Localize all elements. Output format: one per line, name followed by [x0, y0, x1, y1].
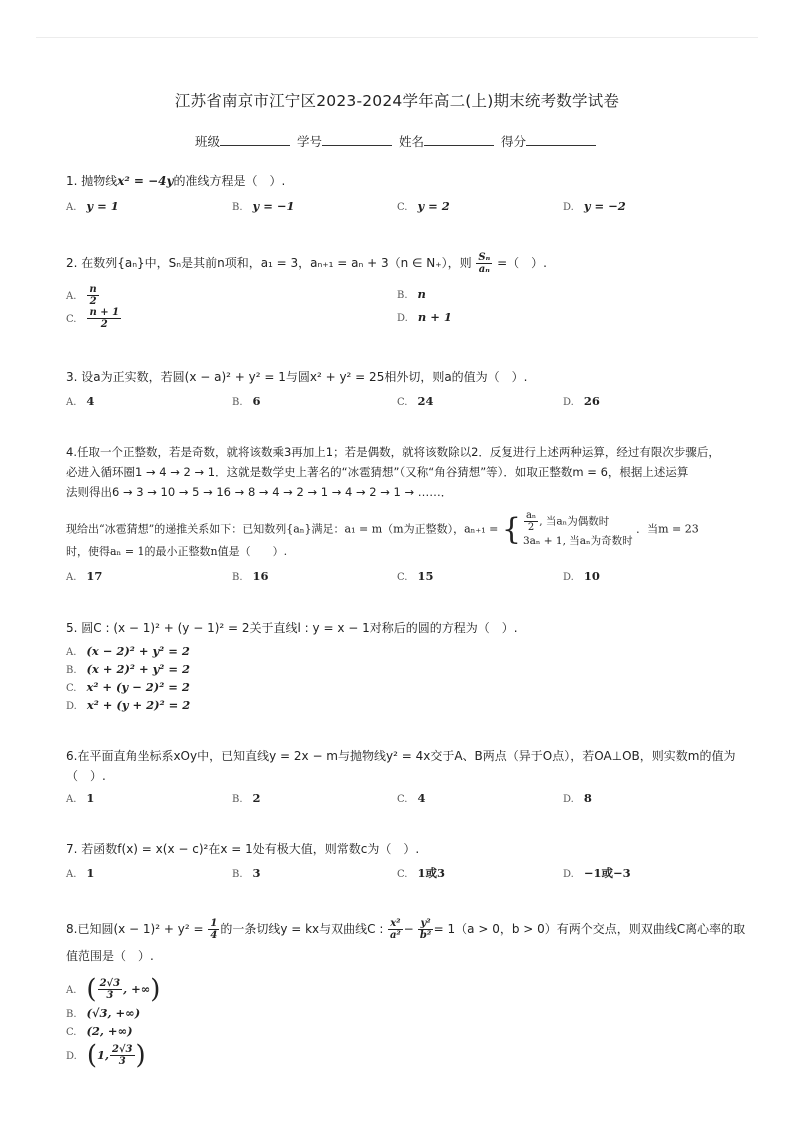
question-text: 已知圆(x − 1)² + y² = — [77, 922, 204, 936]
question-4 — [66, 442, 736, 502]
score-field — [526, 133, 596, 146]
question-text: 若函数f(x) = x(x − c)²在x = 1处有极大值，则常数c为（ ）. — [81, 842, 420, 856]
q6-option-d: D. 8 — [563, 791, 592, 805]
q8-option-d: D. (1, $\frac{2√3}{3}$ ) — [66, 1040, 146, 1071]
question-text: 圆C : (x − 1)² + (y − 1)² = 2关于直线l : y = x − 1对称后的圆的方程为（ ）. — [81, 621, 518, 635]
q3-option-d: D. 26 — [563, 394, 600, 408]
q1-option-c: C. y = 2 — [397, 199, 450, 213]
q8-option-c: C. (2, +∞) — [66, 1024, 133, 1038]
q1-option-d: D. y = −2 — [563, 199, 626, 213]
q5-option-b: B. (x + 2)² + y² = 2 — [66, 662, 190, 676]
question-number: 5. — [66, 621, 78, 635]
q5-option-c: C. x² + (y − 2)² = 2 — [66, 680, 190, 694]
question-1 — [66, 171, 732, 191]
question-number: 2. — [66, 256, 78, 270]
q4-option-d: D. 10 — [563, 569, 600, 583]
q1-option-a: A. y = 1 — [66, 199, 119, 213]
question-number: 8. — [66, 922, 78, 936]
question-4-ask: 时，使得aₙ = 1的最小正整数n值是（ ）. — [66, 545, 288, 558]
q7-option-c: C. 1或3 — [397, 866, 445, 880]
question-8: 8.已知圆(x − 1)² + y² = $\frac{1}{4}$ 的一条切线y = kx与双曲线C : $\frac{\text{x²}}{\text{a²}}$ − $\frac{\text{y²}}{\text{b²}}$ = 1（a > 0，b > 0）有两个交点，则双曲线C离心率的取 — [66, 918, 746, 941]
q3-option-a: A. 4 — [66, 394, 95, 408]
question-text: 在数列{aₙ}中，Sₙ是其前n项和，a₁ = 3，aₙ₊₁ = aₙ + 3（n ∈ N₊），则 — [81, 256, 472, 270]
question-8-line2: 值范围是（ ）. — [66, 949, 154, 963]
question-text: 的准线方程是（ ）. — [173, 174, 286, 188]
question-5 — [66, 618, 732, 638]
question-number: 1. — [66, 174, 78, 188]
student-id-label: 学号 — [296, 134, 322, 149]
question-number: 7. — [66, 842, 78, 856]
q2-option-c: C. $\frac{n + 1}{2}$ — [66, 307, 120, 330]
fraction-y2-b2: $\frac{\text{y²}}{\text{b²}}$ — [419, 918, 432, 941]
q3-option-b: B. 6 — [232, 394, 261, 408]
q6-option-a: A. 1 — [66, 791, 95, 805]
q4-option-c: C. 15 — [397, 569, 434, 583]
question-number: 4. — [66, 445, 77, 459]
question-2 — [66, 252, 732, 275]
piecewise-definition: { $\frac{\text{aₙ}}{2}$ , 当aₙ为偶数时 3aₙ + 1, 当aₙ为奇数时 — [501, 510, 633, 547]
question-text-line2: 必进入循环圈1 → 4 → 2 → 1．这就是数学史上著名的“冰雹猜想”（又称“角谷猜想”等）．如取正整数m = 6，根据上述运算 — [66, 465, 689, 479]
question-text-line1: 任取一个正整数，若是奇数，就将该数乘3再加上1；若是偶数，就将该数除以2．反复进行上述两种运算，经过有限次步骤后， — [76, 445, 720, 459]
fraction-x2-a2: $\frac{\text{x²}}{\text{a²}}$ — [389, 918, 401, 941]
q4-option-b: B. 16 — [232, 569, 269, 583]
question-text: 的一条切线y = kx与双曲线C : — [220, 922, 384, 936]
top-divider — [36, 37, 758, 38]
recurrence-intro: 现给出“冰雹猜想”的递推关系如下：已知数列{aₙ}满足：a₁ = m（m为正整数），aₙ₊₁ = — [66, 522, 499, 536]
question-6 — [66, 746, 736, 786]
exam-title: 江苏省南京市江宁区2023-2024学年高二(上)期末统考数学试卷 — [174, 92, 620, 110]
q5-option-a: A. (x − 2)² + y² = 2 — [66, 644, 190, 658]
q4-option-a: A. 17 — [66, 569, 103, 583]
name-label: 姓名 — [398, 134, 424, 149]
q2-option-d: D. n + 1 — [397, 310, 452, 324]
q7-option-a: A. 1 — [66, 866, 95, 880]
question-text: 设a为正实数，若圆(x − a)² + y² = 1与圆x² + y² = 25相外切，则a的值为（ ）. — [81, 370, 528, 384]
question-text-line3: 法则得出6 → 3 → 10 → 5 → 16 → 8 → 4 → 2 → 1 → 4 → 2 → 1 → ……． — [66, 485, 453, 499]
student-id-field — [322, 133, 392, 146]
fraction-one-quarter: $\frac{1}{4}$ — [210, 918, 218, 941]
q7-option-b: B. 3 — [232, 866, 261, 880]
class-label: 班级 — [194, 134, 220, 149]
question-text-line2: （ ）. — [66, 769, 106, 783]
q5-option-d: D. x² + (y + 2)² = 2 — [66, 698, 191, 712]
question-number: 6. — [66, 749, 78, 763]
q7-option-d: D. −1或−3 — [563, 866, 631, 880]
question-formula: x² = −4y — [117, 174, 174, 188]
question-text: = 1（a > 0，b > 0）有两个交点，则双曲线C离心率的取 — [433, 922, 746, 936]
score-label: 得分 — [500, 134, 526, 149]
q6-option-c: C. 4 — [397, 791, 426, 805]
q8-option-a: A. ( $\frac{2√3}{3}$ , +∞) — [66, 974, 161, 1005]
class-field — [220, 133, 290, 146]
question-7 — [66, 839, 732, 859]
student-info-row — [0, 132, 794, 150]
q8-option-b: B. (√3, +∞) — [66, 1006, 141, 1020]
question-text-line1: 在平面直角坐标系xOy中，已知直线y = 2x − m与抛物线y² = 4x交于A、B两点（异于O点），若OA⊥OB，则实数m的值为 — [77, 749, 736, 763]
q2-option-b: B. n — [397, 287, 426, 301]
question-fraction: $\frac{\text{Sₙ}}{\text{aₙ}}$ — [478, 252, 491, 275]
recurrence-tail: ．当m = 23 — [636, 522, 699, 536]
question-text: 抛物线 — [81, 174, 118, 188]
question-text-tail: =（ ）. — [497, 256, 547, 270]
q2-option-a: A. $\frac{n}{2}$ — [66, 284, 97, 307]
q6-option-b: B. 2 — [232, 791, 261, 805]
question-number: 3. — [66, 370, 78, 384]
q3-option-c: C. 24 — [397, 394, 434, 408]
name-field — [424, 133, 494, 146]
question-3 — [66, 367, 732, 387]
q1-option-b: B. y = −1 — [232, 199, 295, 213]
